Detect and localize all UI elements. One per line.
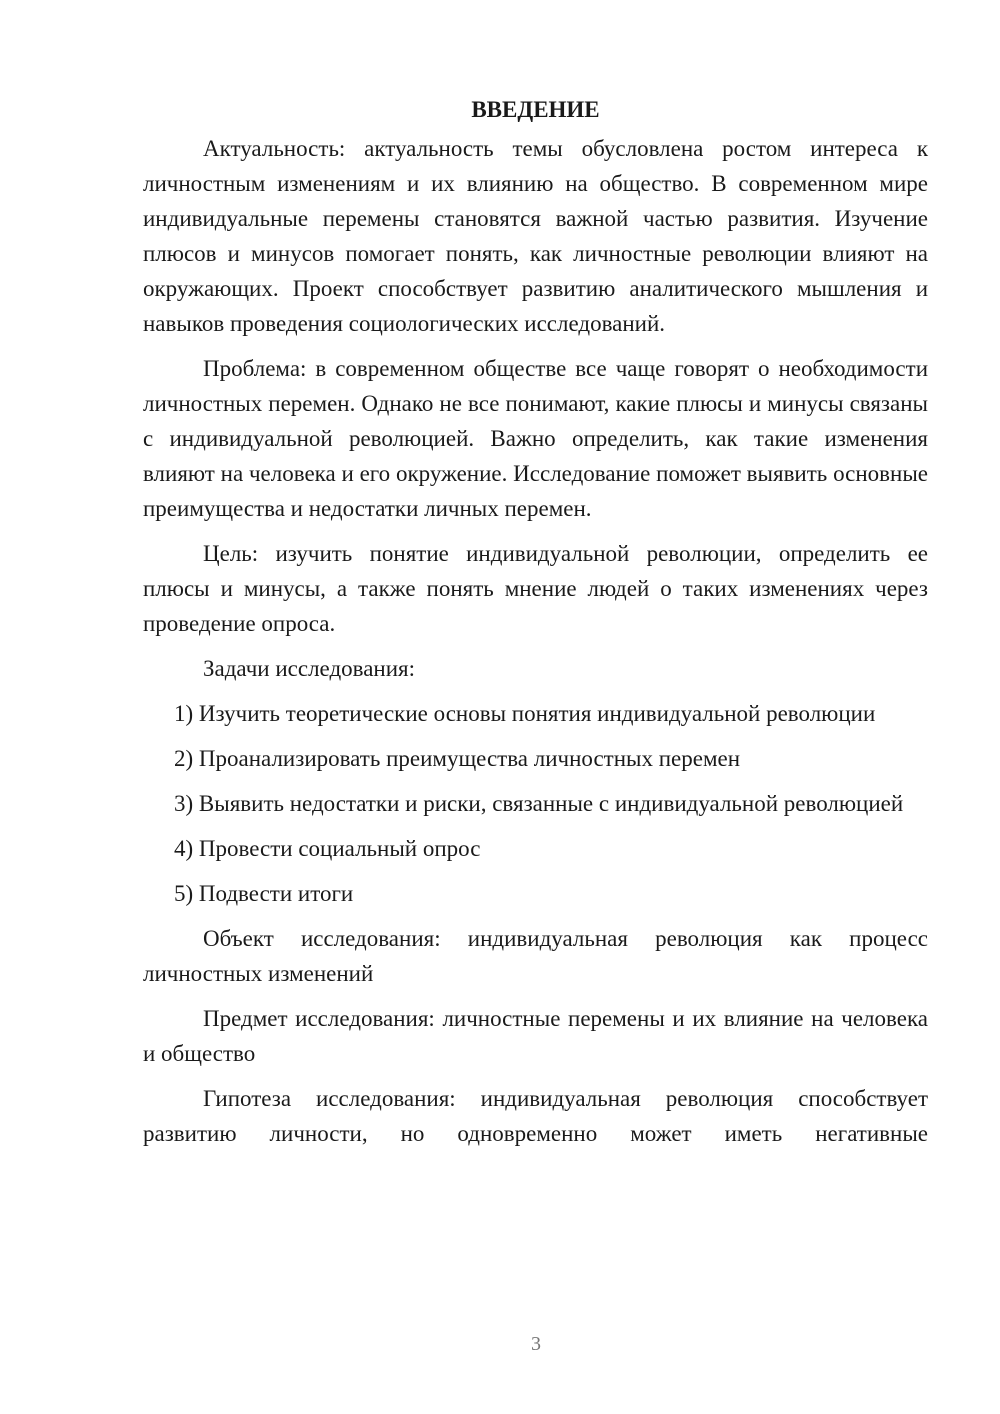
problem-paragraph: Проблема: в современном обществе все чаще говорят о необходимости личностных перемен. Однако не все понимают, какие плюсы и минусы связаны с индивидуальной революцией. Важно определить, как такие изменения влияют на человека и его окружение. Исследование поможет выявить основные преимущества и недостатки личных перемен. — [143, 356, 928, 521]
tasks-title: Задачи исследования: — [203, 656, 416, 681]
task-item-2: 2) Проанализировать преимущества личностных перемен — [174, 746, 741, 771]
document-page — [143, 92, 928, 1151]
page-number: 3 — [531, 1333, 541, 1355]
task-item-4: 4) Провести социальный опрос — [174, 836, 481, 861]
subject-paragraph: Предмет исследования: личностные перемены и их влияние на человека и общество — [143, 1006, 928, 1066]
section-heading: ВВЕДЕНИЕ — [471, 97, 600, 122]
task-item-1: 1) Изучить теоретические основы понятия индивидуальной революции — [174, 701, 876, 726]
object-paragraph: Объект исследования: индивидуальная революция как процесс личностных изменений — [143, 926, 928, 986]
hypothesis-paragraph: Гипотеза исследования: индивидуальная революция способствует развитию личности, но одновременно может иметь негативные — [143, 1086, 928, 1146]
goal-paragraph: Цель: изучить понятие индивидуальной революции, определить ее плюсы и минусы, а также понять мнение людей о таких изменениях через проведение опроса. — [143, 541, 928, 636]
task-item-5: 5) Подвести итоги — [174, 881, 354, 906]
relevance-paragraph: Актуальность: актуальность темы обусловлена ростом интереса к личностным изменениям и их влиянию на общество. В современном мире индивидуальные перемены становятся важной частью развития. Изучение плюсов и минусов помогает понять, как личностные революции влияют на окружающих. Проект способствует развитию аналитического мышления и навыков проведения социологических исследований. — [143, 136, 928, 336]
task-item-3: 3) Выявить недостатки и риски, связанные с индивидуальной революцией — [174, 791, 904, 816]
